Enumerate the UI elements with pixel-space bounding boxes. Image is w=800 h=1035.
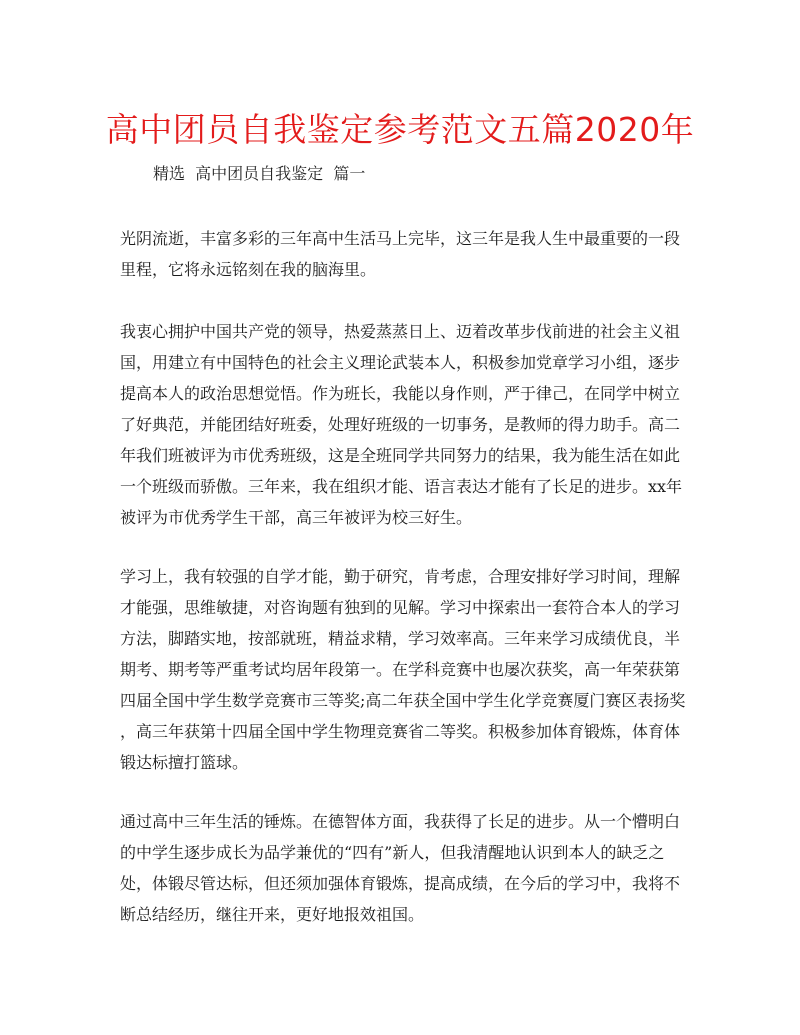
paragraph-1: [120, 223, 680, 285]
paragraph-line: 国，用建立有中国特色的社会主义理论武装本人，积极参加党章学习小组，逐步: [120, 353, 681, 372]
paragraph-line: 一个班级而骄傲。三年来，我在组织才能、语言表达才能有了长足的进步。xx年: [120, 477, 683, 496]
paragraph-line: ，高三年获第十四届全国中学生物理竞赛省二等奖。积极参加体育锻炼，体育体: [120, 722, 681, 741]
paragraph-2: [120, 316, 683, 533]
paragraph-line: 四届全国中学生数学竞赛市三等奖;高二年获全国中学生化学竞赛厦门赛区表扬奖: [120, 691, 686, 710]
document-subtitle: 精选 高中团员自我鉴定 篇一: [153, 164, 366, 183]
paragraph-line: 我衷心拥护中国共产党的领导，热爱蒸蒸日上、迈着改革步伐前进的社会主义祖: [120, 322, 681, 341]
document-title: 高中团员自我鉴定参考范文五篇2020年: [105, 110, 695, 149]
paragraph-4: [120, 806, 680, 930]
paragraph-line: 提高本人的政治思想觉悟。作为班长，我能以身作则，严于律己，在同学中树立: [120, 384, 681, 403]
paragraph-line: 学习上，我有较强的自学才能，勤于研究，肯考虑，合理安排好学习时间，理解: [120, 567, 681, 586]
paragraph-line: 里程，它将永远铭刻在我的脑海里。: [120, 260, 377, 279]
paragraph-line: 才能强，思维敏捷，对咨询题有独到的见解。学习中探索出一套符合本人的学习: [120, 598, 681, 617]
paragraph-line: 断总结经历，继往开来，更好地报效祖国。: [120, 905, 425, 924]
paragraph-line: 光阴流逝，丰富多彩的三年高中生活马上完毕，这三年是我人生中最重要的一段: [120, 229, 681, 248]
paragraph-line: 通过高中三年生活的锤炼。在德智体方面，我获得了长足的进步。从一个懵明白: [120, 812, 681, 831]
paragraph-line: 年我们班被评为市优秀班级，这是全班同学共同努力的结果，我为能生活在如此: [120, 446, 681, 465]
paragraph-3: [120, 561, 686, 778]
paragraph-line: 的中学生逐步成长为品学兼优的“四有”新人，但我清醒地认识到本人的缺乏之: [120, 843, 665, 862]
paragraph-line: 了好典范，并能团结好班委，处理好班级的一切事务，是教师的得力助手。高二: [120, 415, 681, 434]
paragraph-line: 方法，脚踏实地，按部就班，精益求精，学习效率高。三年来学习成绩优良，半: [120, 629, 681, 648]
paragraph-line: 被评为市优秀学生干部，高三年被评为校三好生。: [120, 508, 473, 527]
paragraph-line: 处，体锻尽管达标，但还须加强体育锻炼，提高成绩，在今后的学习中，我将不: [120, 874, 681, 893]
paragraph-line: 期考、期考等严重考试均居年段第一。在学科竞赛中也屡次获奖，高一年荣获第: [120, 660, 681, 679]
paragraph-line: 锻达标擅打篮球。: [120, 753, 249, 772]
